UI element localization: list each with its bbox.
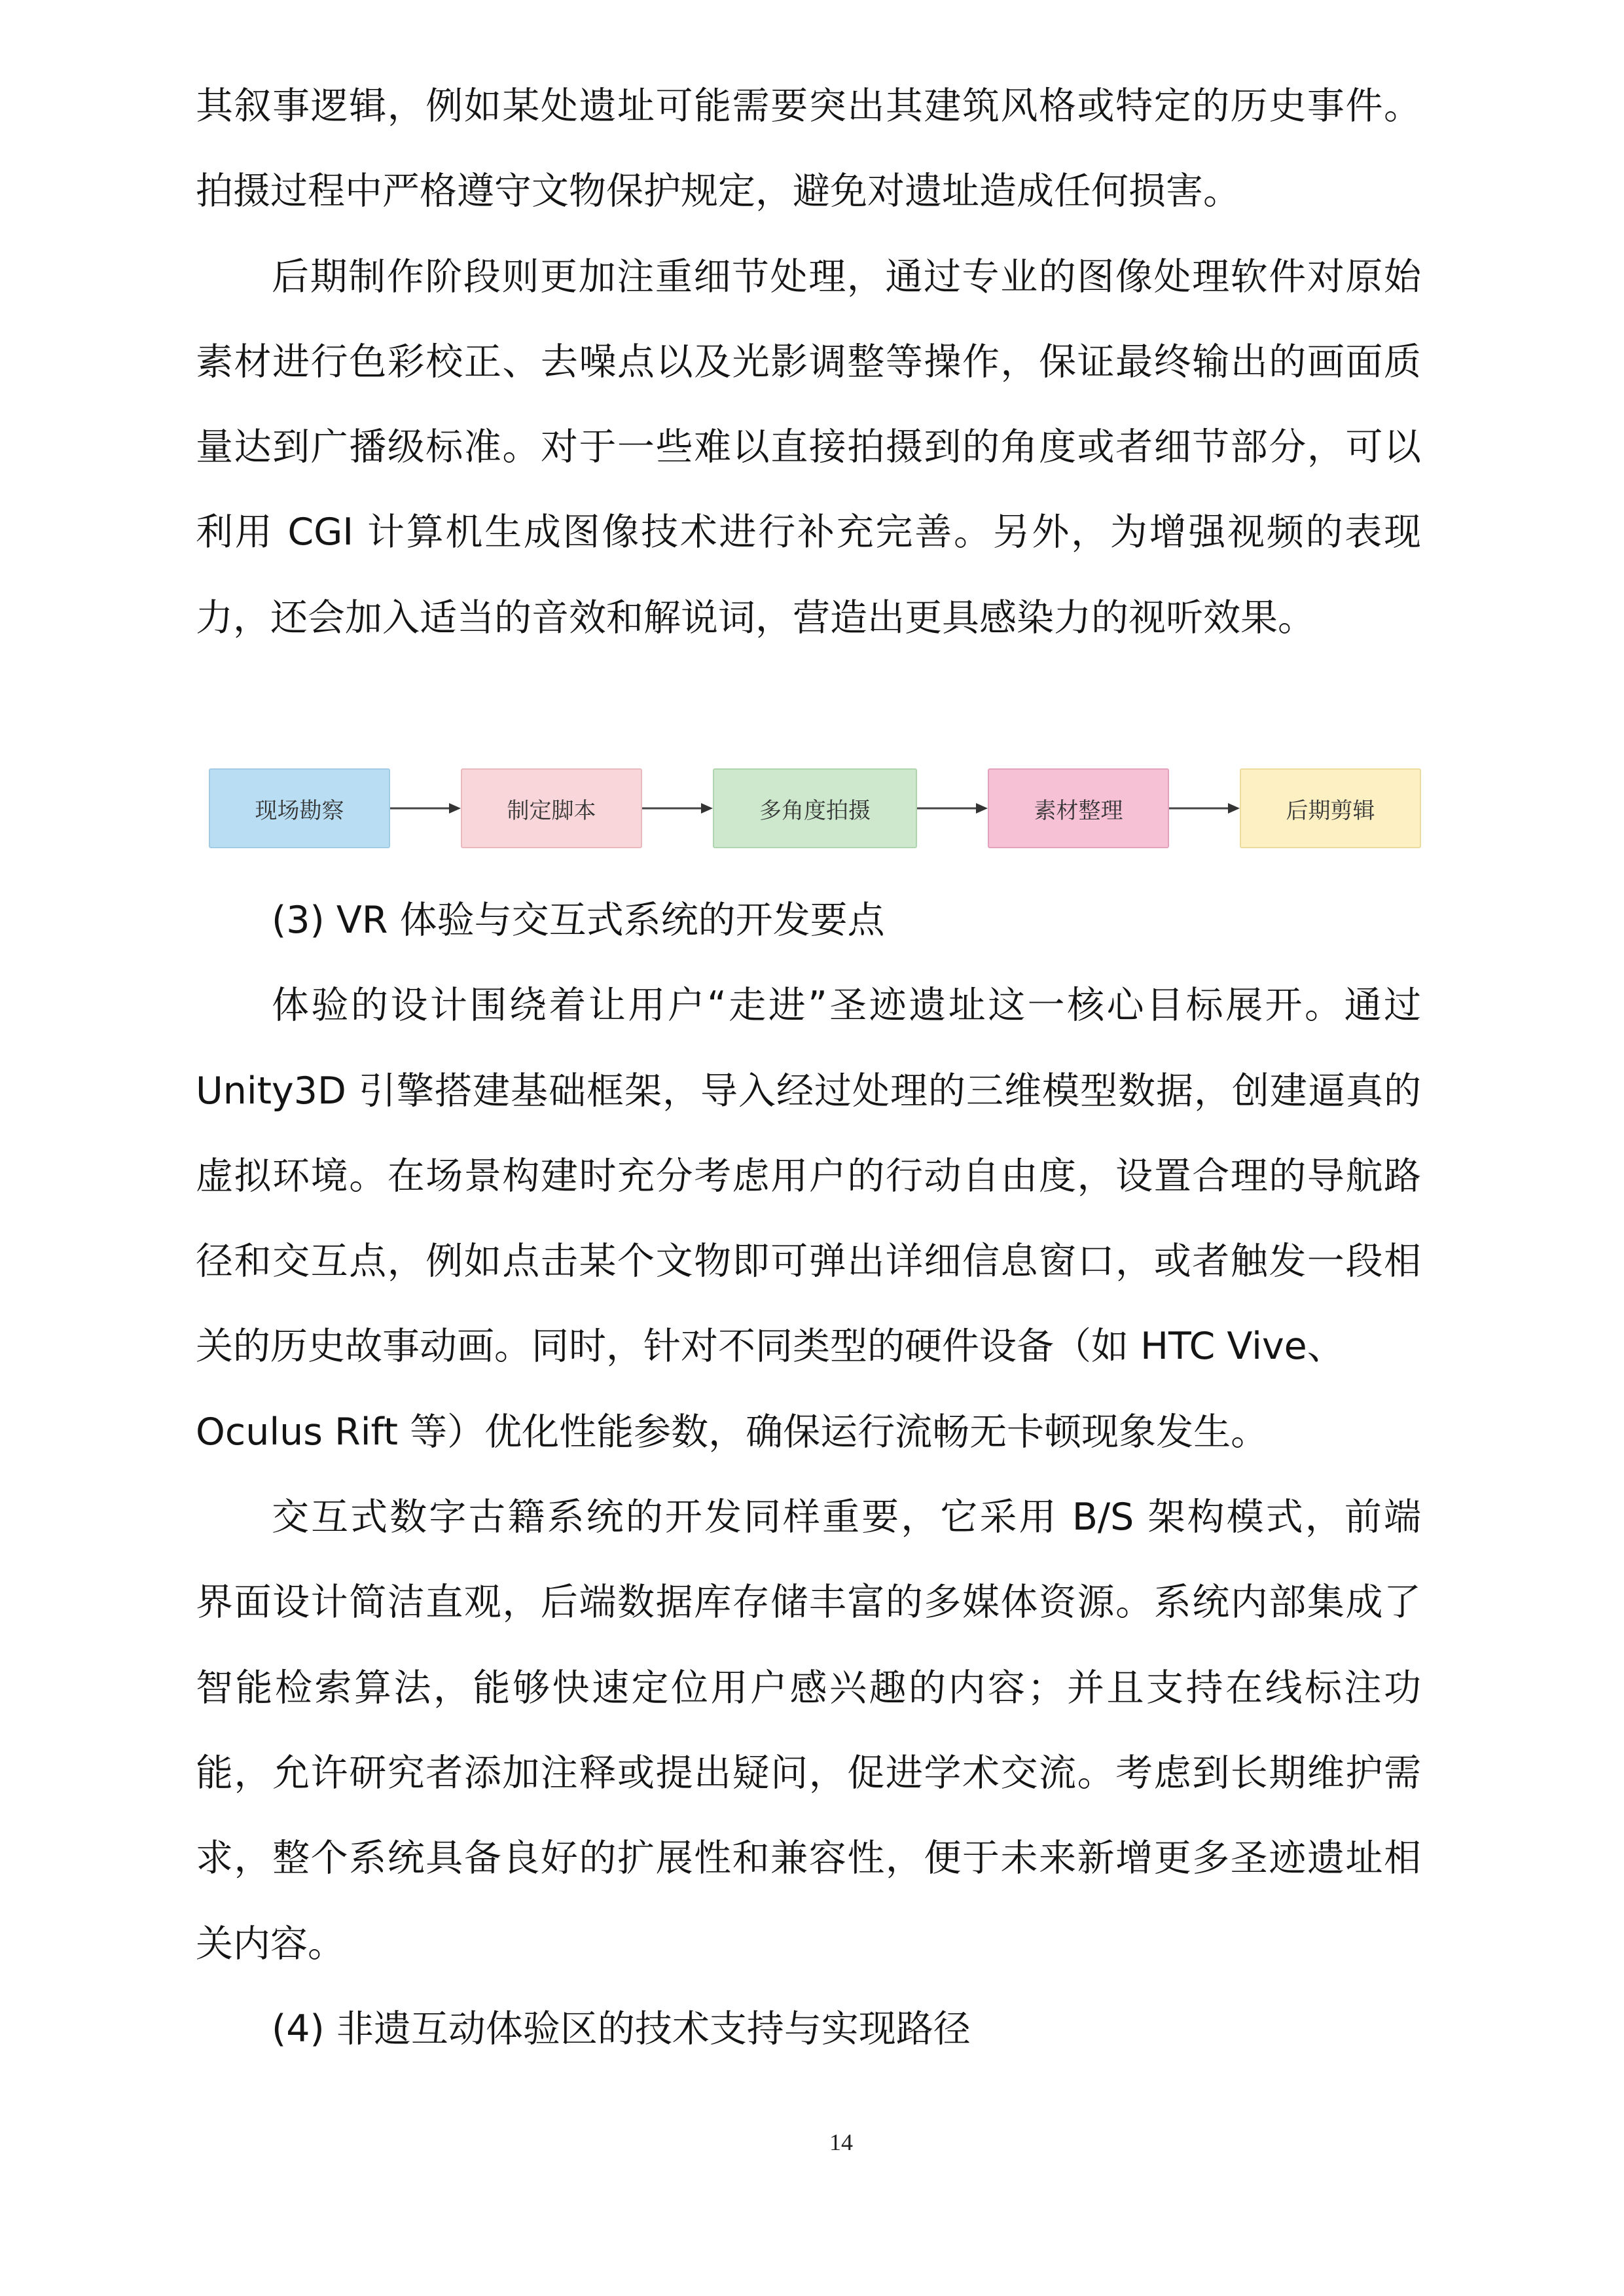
step-script-writing — [461, 768, 642, 848]
text-line: 体验的设计围绕着让用户“走进”圣迹遗址这一核心目标展开。通过 — [272, 984, 1421, 1028]
step-multi-angle-shooting — [713, 768, 917, 848]
text-line: 求，整个系统具备良好的扩展性和兼容性，便于未来新增更多圣迹遗址相 — [196, 1837, 1421, 1880]
paragraph — [196, 963, 1421, 1475]
flow-arrow — [1169, 803, 1240, 814]
flow-arrow — [390, 803, 461, 814]
text-line: 交互式数字古籍系统的开发同样重要，它采用 B/S 架构模式，前端 — [272, 1496, 1421, 1539]
step-label: 后期剪辑 — [1286, 797, 1375, 824]
text-line: 智能检索算法，能够快速定位用户感兴趣的内容；并且支持在线标注功 — [196, 1666, 1421, 1710]
step-label: 现场勘察 — [255, 797, 344, 824]
text-line: Unity3D 引擎搭建基础框架，导入经过处理的三维模型数据，创建逼真的 — [196, 1069, 1421, 1113]
body-text-top — [196, 63, 1421, 660]
step-material-organizing — [988, 768, 1169, 848]
section-heading: (3) VR 体验与交互式系统的开发要点 — [272, 899, 885, 942]
text-line: 力，还会加入适当的音效和解说词，营造出更具感染力的视听效果。 — [196, 596, 1315, 639]
text-line: 后期制作阶段则更加注重细节处理，通过专业的图像处理软件对原始 — [272, 255, 1421, 298]
step-label: 制定脚本 — [507, 797, 596, 824]
section-heading: (4) 非遗互动体验区的技术支持与实现路径 — [272, 2007, 971, 2051]
flow-arrow — [917, 803, 988, 814]
text-line: 利用 CGI 计算机生成图像技术进行补充完善。另外，为增强视频的表现 — [196, 511, 1421, 554]
step-label: 多角度拍摄 — [759, 797, 871, 824]
body-text-bottom — [196, 878, 1421, 2072]
text-line: 关内容。 — [196, 1922, 345, 1965]
step-label: 素材整理 — [1034, 797, 1123, 824]
text-line: 界面设计简洁直观，后端数据库存储丰富的多媒体资源。系统内部集成了 — [196, 1581, 1421, 1624]
step-site-survey — [209, 768, 390, 848]
page-number: 14 — [829, 2129, 853, 2155]
production-flowchart — [0, 768, 1624, 848]
paragraph — [196, 1475, 1421, 1986]
text-line: 素材进行色彩校正、去噪点以及光影调整等操作，保证最终输出的画面质 — [196, 340, 1421, 384]
step-post-editing — [1240, 768, 1421, 848]
text-line: 其叙事逻辑，例如某处遗址可能需要突出其建筑风格或特定的历史事件。 — [196, 84, 1421, 128]
text-line: Oculus Rift 等）优化性能参数，确保运行流畅无卡顿现象发生。 — [196, 1410, 1269, 1454]
flow-arrow — [642, 803, 713, 814]
text-line: 径和交互点，例如点击某个文物即可弹出详细信息窗口，或者触发一段相 — [196, 1240, 1421, 1283]
text-line: 虚拟环境。在场景构建时充分考虑用户的行动自由度，设置合理的导航路 — [196, 1154, 1421, 1198]
paragraph — [196, 234, 1421, 660]
text-line: 拍摄过程中严格遵守文物保护规定，避免对遗址造成任何损害。 — [196, 170, 1240, 213]
paragraph — [196, 63, 1421, 234]
text-line: 量达到广播级标准。对于一些难以直接拍摄到的角度或者细节部分，可以 — [196, 425, 1421, 469]
text-line: 关的历史故事动画。同时，针对不同类型的硬件设备（如 HTC Vive、 — [196, 1325, 1344, 1369]
text-line: 能，允许研究者添加注释或提出疑问，促进学术交流。考虑到长期维护需 — [196, 1751, 1421, 1795]
